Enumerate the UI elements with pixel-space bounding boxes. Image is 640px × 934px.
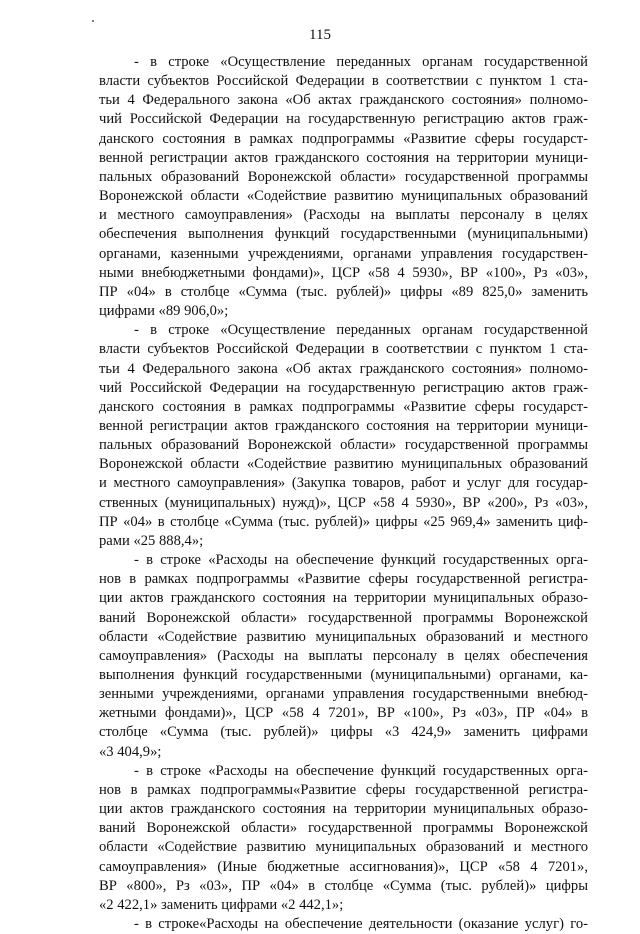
text-line: данского состояния в рамках подпрограммы «Развитие сферы государст- [99,130,588,147]
text-line: - в строке «Осуществление переданных органам государственной [134,54,588,70]
text-line: выполнения функций государственными (муниципальными) органами, ка- [99,667,588,683]
text-line: органами, казенными учреждениями, органами управления государствен- [99,245,588,262]
text-line: столбце «Сумма (тыс. рублей)» цифры «3 424,9» заменить цифрами [99,724,588,741]
text-line: - в строке «Осуществление переданных органам государственной [134,322,588,339]
text-line: рами «25 888,4»; [99,532,204,549]
text-line: чий Российской Федерации на государственную регистрацию актов граж- [99,379,588,396]
text-line: Воронежской области «Содействие развитию муниципальных образований [99,456,588,473]
text-line: ваний Воронежской области» государственной программы Воронежской [99,609,588,626]
text-line: «3 404,9»; [99,743,162,760]
text-line: ВР «800», Рз «03», ПР «04» в столбце «Сумма (тыс. рублей)» цифры [99,877,588,894]
text-line: ваний Воронежской области» государственной программы Воронежской [99,820,588,837]
document-body [99,53,588,934]
text-line: нов в рамках подпрограммы«Развитие сферы государственной регистра- [99,781,588,798]
text-line: власти субъектов Российской Федерации в соответствии с пунктом 1 ста- [99,341,588,358]
text-line: области «Содействие развитию муниципальных образований и местного [99,839,588,856]
text-line: власти субъектов Российской Федерации в соответствии с пунктом 1 ста- [99,73,588,90]
text-line: Воронежской области «Содействие развитию муниципальных образований [99,188,588,205]
text-line: венной регистрации актов гражданского состояния на территории муници- [99,149,588,166]
text-line: нов в рамках подпрограммы «Развитие сферы государственной регистра- [99,571,588,588]
text-line: «2 422,1» заменить цифрами «2 442,1»; [99,896,344,913]
text-line: ции актов гражданского состояния на территории муниципальных образо- [99,801,588,818]
scan-speck [92,20,94,22]
text-line: самоуправления» (Расходы на выплаты персоналу в целях обеспечения [99,647,588,664]
text-line: и местного самоуправления» (Закупка товаров, работ и услуг для государ- [99,475,588,492]
text-line: тьи 4 Федерального закона «Об актах гражданского состояния» полномо- [99,360,588,377]
text-line: - в строке «Расходы на обеспечение функций государственных орга- [134,762,588,779]
text-line: ственных (муниципальных) нужд)», ЦСР «58 4 5930», ВР «200», Рз «03», [99,494,588,511]
text-line: области «Содействие развитию муниципальных образований и местного [99,628,588,645]
text-line: и местного самоуправления» (Расходы на выплаты персоналу в целях [99,207,588,224]
text-line: венной регистрации актов гражданского состояния на территории муници- [99,417,588,434]
text-line: пальных образований Воронежской области» государственной программы [99,437,588,454]
text-line: зенными учреждениями, органами управления государственными внебюд- [99,686,588,703]
text-line: ПР «04» в столбце «Сумма (тыс. рублей)» цифры «89 825,0» заменить [99,283,588,300]
text-line: цифрами «89 906,0»; [99,303,229,320]
text-line: - в строке «Расходы на обеспечение функций государственных орга- [134,552,588,569]
text-line: обеспечения выполнения функций государственными (муниципальными) [99,226,588,243]
text-line: - в строке«Расходы на обеспечение деятельности (оказание услуг) го- [134,916,588,933]
text-line: ПР «04» в столбце «Сумма (тыс. рублей)» цифры «25 969,4» заменить циф- [99,513,588,530]
text-line: ными внебюджетными фондами)», ЦСР «58 4 5930», ВР «100», Рз «03», [99,264,588,281]
page-number: 115 [309,27,331,43]
text-line: чий Российской Федерации на государственную регистрацию актов граж- [99,111,588,128]
text-line: ции актов гражданского состояния на территории муниципальных образо- [99,590,588,607]
text-line: жетными фондами)», ЦСР «58 4 7201», ВР «100», Рз «03», ПР «04» в [99,705,588,722]
text-line: тьи 4 Федерального закона «Об актах гражданского состояния» полномо- [99,92,588,109]
text-line: пальных образований Воронежской области» государственной программы [99,168,588,185]
text-line: данского состояния в рамках подпрограммы «Развитие сферы государст- [99,398,588,415]
text-line: самоуправления» (Иные бюджетные ассигнования)», ЦСР «58 4 7201», [99,858,588,875]
